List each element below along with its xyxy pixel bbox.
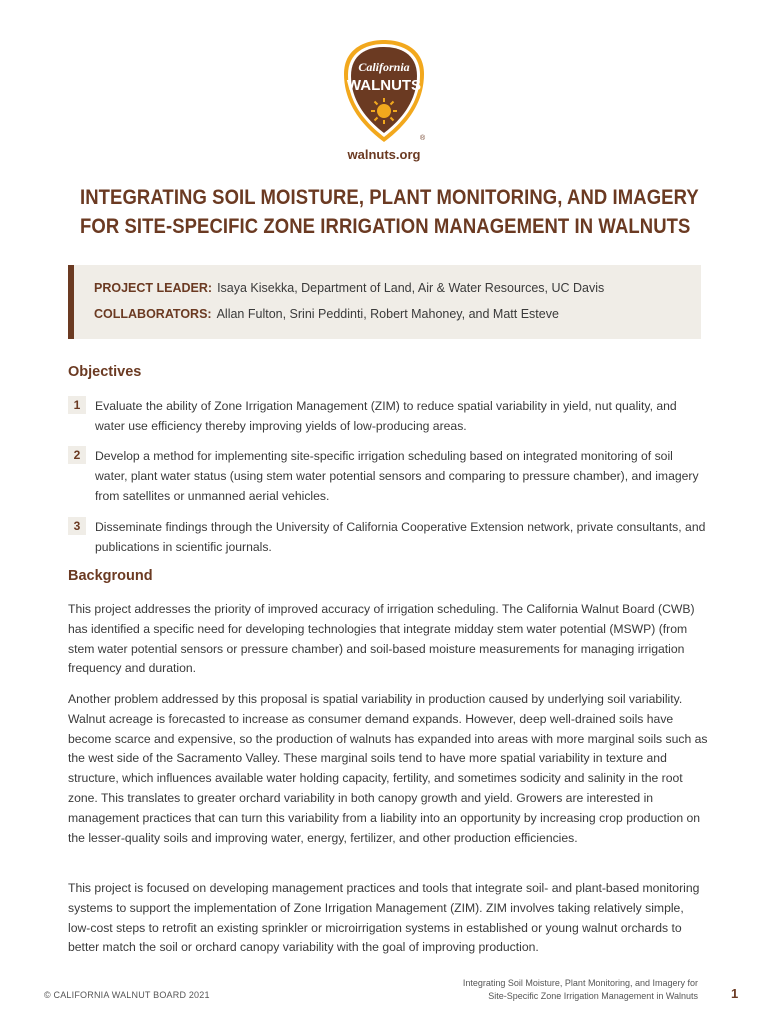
- objectives-heading: Objectives: [68, 364, 142, 380]
- walnut-shield-icon: [338, 38, 430, 146]
- project-leader-value: Isaya Kisekka, Department of Land, Air & Water Resources, UC Davis: [217, 281, 605, 295]
- running-title: [398, 977, 698, 1003]
- objective-number: 3: [68, 517, 86, 535]
- title-line-2: FOR SITE-SPECIFIC ZONE IRRIGATION MANAGEMENT IN WALNUTS: [80, 214, 691, 238]
- running-title-line-2: Site-Specific Zone Irrigation Management in Walnuts: [488, 991, 698, 1001]
- objective-text: Disseminate findings through the University of California Cooperative Extension network, private consultants, and publications in scientific journals.: [95, 520, 706, 554]
- title-line-1: INTEGRATING SOIL MOISTURE, PLANT MONITORING, AND IMAGERY: [80, 185, 699, 209]
- background-heading: Background: [68, 568, 153, 584]
- site-url[interactable]: walnuts.org: [347, 147, 421, 162]
- logo-text-top: California: [358, 60, 410, 74]
- project-leader-line: [94, 281, 604, 295]
- svg-text:®: ®: [420, 135, 426, 142]
- collaborators-value: Allan Fulton, Srini Peddinti, Robert Mahoney, and Matt Esteve: [216, 307, 559, 321]
- background-paragraph: Another problem addressed by this proposal is spatial variability in production caused by underlying soil variability. Walnut acreage is forecasted to increase as consumer demand expands. However, deep well-drained soils have become scarce and expensive, so the production of walnuts has expanded into areas with more marginal soils such as the west side of the Sacramento Valley. These marginal soils tend to have more spatial variability in texture and structure, which influences available water holding capacity, fertility, and sometimes sodicity and salinity in the root zone. This translates to greater orchard variability in both canopy growth and yield. Growers are interested in management practices that can turn this variability from a liability into an opportunity by increasing crop production on the lesser-quality soils and improving water, energy, fertilizer, and other production efficiencies.: [68, 692, 708, 845]
- project-leader-label: PROJECT LEADER:: [94, 281, 213, 295]
- page-title: [80, 183, 699, 241]
- objective-text: Evaluate the ability of Zone Irrigation Management (ZIM) to reduce spatial variability in yield, nut quality, and water use efficiency thereby improving yields of low-producing areas.: [95, 399, 677, 433]
- objective-number: 1: [68, 396, 86, 414]
- collaborators-line: [94, 307, 559, 321]
- copyright: © CALIFORNIA WALNUT BOARD 2021: [44, 990, 210, 1000]
- page-number: 1: [731, 986, 739, 1001]
- background-paragraph: This project is focused on developing management practices and tools that integrate soil- and plant-based monitoring systems to support the implementation of Zone Irrigation Management (ZIM). ZIM involves taking relatively simple, low-cost steps to retrofit an existing sprinkler or microirrigation systems in established or young walnut orchards to better match the soil or orchard canopy variability with the goal of improving production.: [68, 881, 700, 955]
- logo-text-main: WALNUTS: [346, 77, 422, 94]
- background-paragraph: This project addresses the priority of improved accuracy of irrigation scheduling. The California Walnut Board (CWB) has identified a specific need for developing technologies that integrate midday stem water potential (MSWP) (from stem water potential sensors or pressure chamber) and soil-based moisture measurements for managing irrigation frequency and duration.: [68, 602, 695, 676]
- california-walnuts-logo: [0, 38, 768, 146]
- objective-text: Develop a method for implementing site-specific irrigation scheduling based on integrated monitoring of soil water, plant water status (using stem water potential sensors and comparing to pressure chamber), and imagery from satellites or unmanned aerial vehicles.: [95, 449, 699, 503]
- collaborators-label: COLLABORATORS:: [94, 307, 212, 321]
- running-title-line-1: Integrating Soil Moisture, Plant Monitoring, and Imagery for: [462, 978, 698, 988]
- project-info-box: [68, 265, 701, 339]
- objective-number: 2: [68, 446, 86, 464]
